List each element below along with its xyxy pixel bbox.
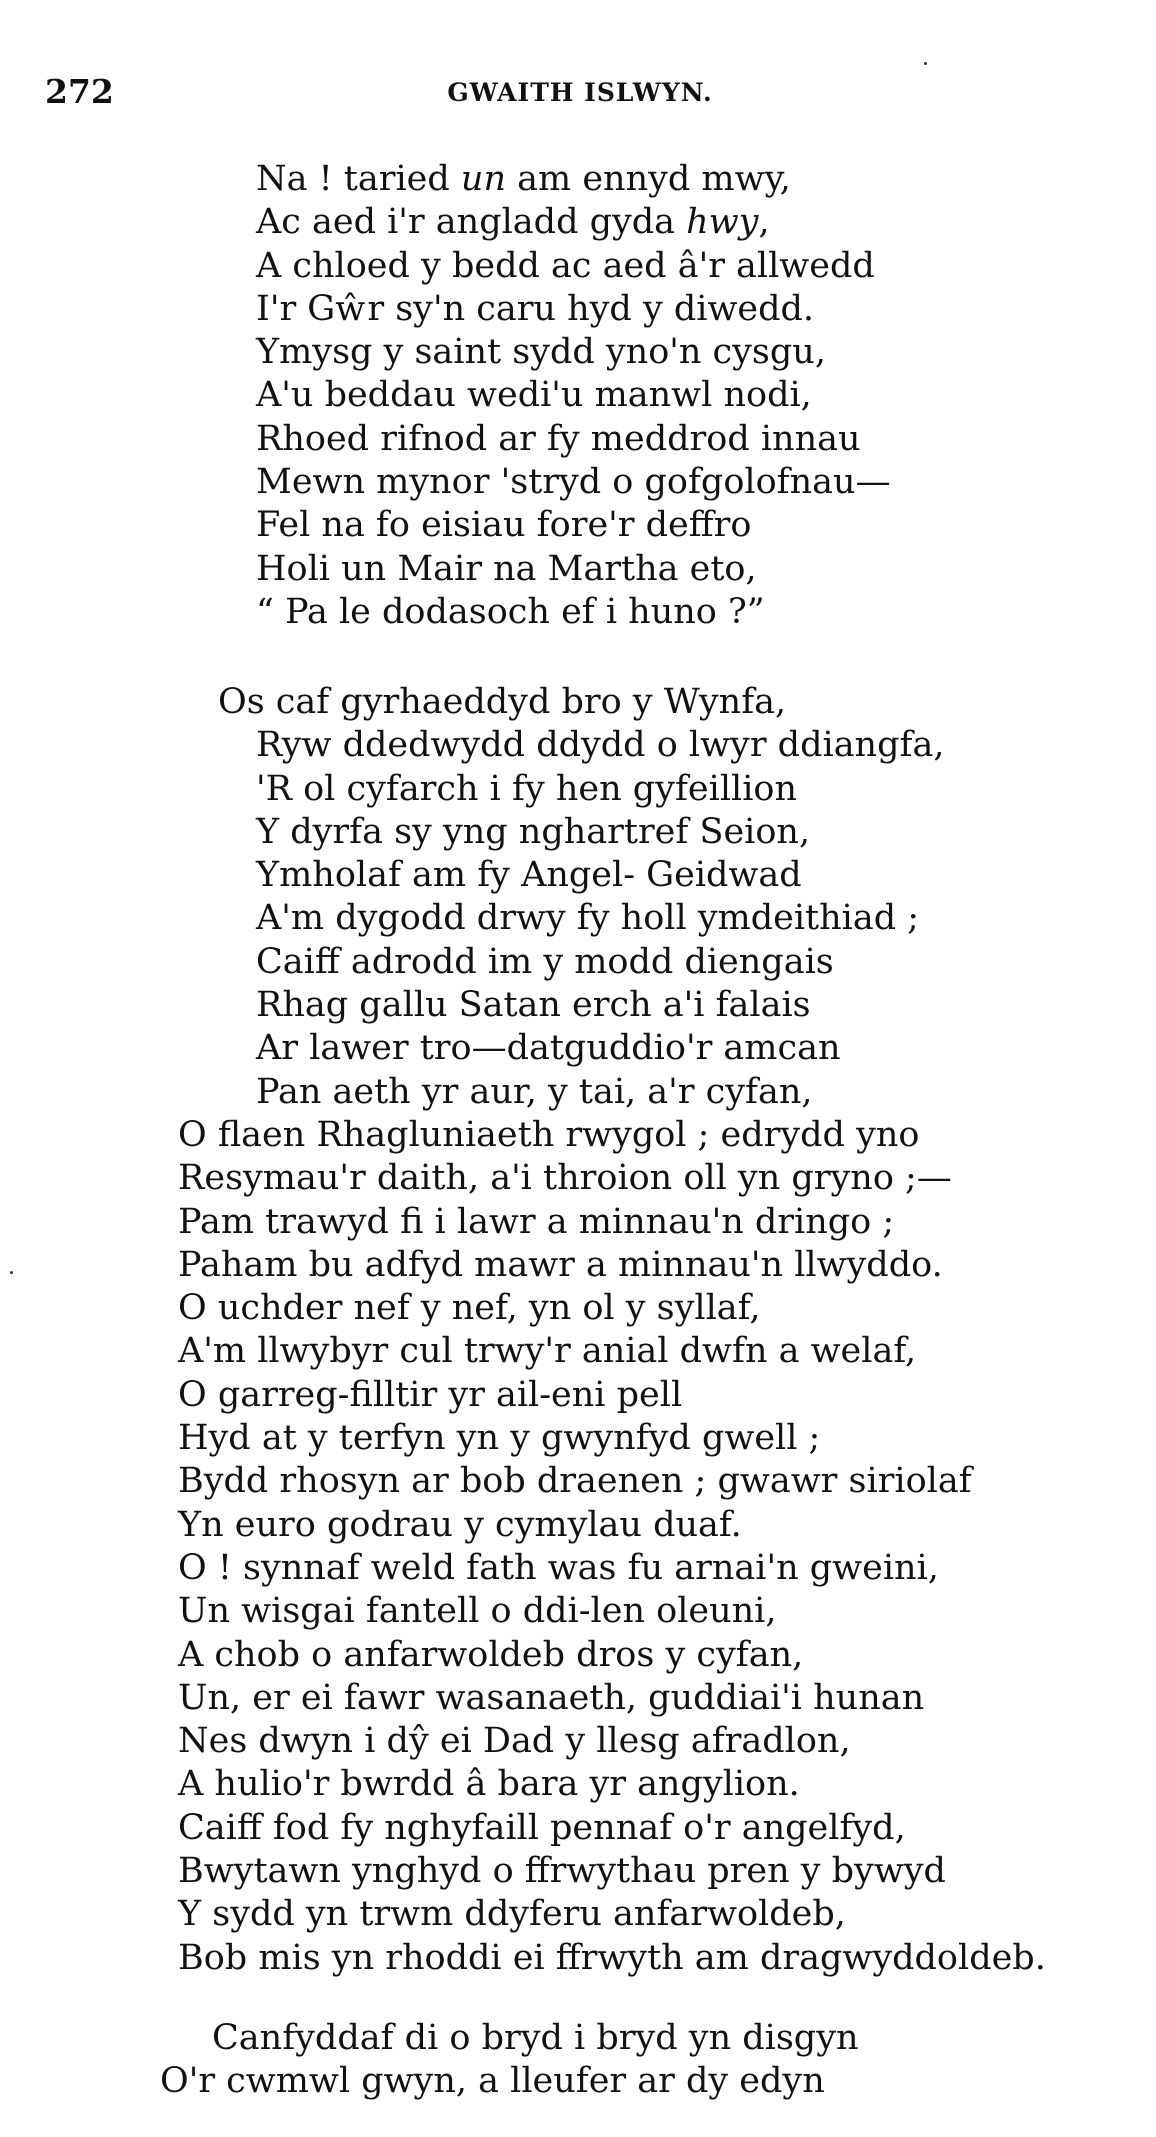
verse-line: Resymau'r daith, a'i throion oll yn gryno ;— (178, 1158, 952, 1199)
verse-line: Un, er ei fawr wasanaeth, guddiai'i hunan (178, 1677, 925, 1718)
verse-line: Ryw ddedwydd ddydd o lwyr ddiangfa, (256, 725, 945, 766)
verse-line: Y dyrfa sy yng nghartref Seion, (256, 811, 811, 852)
verse-line: A'm llwybyr cul trwy'r anial dwfn a welaf, (178, 1331, 917, 1372)
verse-line: Nes dwyn i dŷ ei Dad y llesg afradlon, (178, 1721, 851, 1762)
verse-line: Ymholaf am fy Angel- Geidwad (256, 855, 802, 896)
line-text: Na ! taried (256, 159, 461, 199)
verse-line: Pam trawyd fi i lawr a minnau'n dringo ; (178, 1201, 895, 1242)
verse-line: A chloed y bedd ac aed â'r allwedd (256, 245, 875, 286)
speck (924, 62, 927, 65)
emphasis-text: hwy (686, 202, 759, 243)
verse-line: Canfyddaf di o bryd i bryd yn disgyn (212, 2018, 859, 2058)
verse-line: Rhag gallu Satan erch a'i falais (256, 985, 811, 1026)
emphasis-text: un (460, 159, 507, 199)
stanza-2 (178, 681, 1046, 1980)
verse-line: Bwytawn ynghyd o ffrwythau pren y bywyd (178, 1851, 946, 1892)
verse-line: Mewn mynor 'stryd o gofgolofnau— (256, 462, 891, 503)
verse-line: O flaen Rhagluniaeth rwygol ; edrydd yno (178, 1114, 920, 1155)
verse-line: A hulio'r bwrdd â bara yr angylion. (178, 1764, 800, 1805)
page-number: 272 (45, 72, 114, 111)
verse-line: Ymysg y saint sydd yno'n cysgu, (256, 332, 826, 373)
verse-line (256, 201, 891, 244)
verse-line: O ! synnaf weld fath was fu arnai'n gweini, (178, 1547, 939, 1588)
stanza-1 (256, 158, 891, 634)
verse-line: Pan aeth yr aur, y tai, a'r cyfan, (256, 1071, 813, 1112)
verse-line: Os caf gyrhaeddyd bro y Wynfa, (218, 682, 787, 722)
speck (10, 1271, 13, 1274)
verse-line: Bydd rhosyn ar bob draenen ; gwawr siriolaf (178, 1461, 972, 1502)
verse-line: A'm dygodd drwy fy holl ymdeithiad ; (256, 898, 920, 939)
verse-line: 'R ol cyfarch i fy hen gyfeillion (256, 768, 798, 809)
verse-line: A'u beddau wedi'u manwl nodi, (256, 375, 812, 416)
verse-line: Rhoed rifnod ar fy meddrod innau (256, 418, 861, 459)
verse-line: O'r cwmwl gwyn, a lleufer ar dy edyn (160, 2061, 825, 2102)
verse-line: Un wisgai fantell o ddi-len oleuni, (178, 1591, 777, 1632)
verse-line: Holi un Mair na Martha eto, (256, 548, 757, 589)
verse-line: A chob o anfarwoldeb dros y cyfan, (178, 1634, 804, 1675)
verse-line: Caiff adrodd im y modd diengais (256, 941, 834, 982)
verse-line: “ Pa le dodasoch ef i huno ?” (256, 591, 765, 632)
verse-line (256, 158, 891, 201)
verse-line: Fel na fo eisiau fore'r deffro (256, 505, 752, 546)
verse-line: Yn euro godrau y cymylau duaf. (178, 1504, 742, 1545)
line-text: Ac aed i'r angladd gyda (256, 202, 687, 243)
verse-line: Bob mis yn rhoddi ei ffrwyth am dragwyddoldeb. (178, 1937, 1046, 1978)
running-title: GWAITH ISLWYN. (447, 78, 713, 107)
line-text: am ennyd mwy, (506, 159, 791, 199)
verse-line: Y sydd yn trwm ddyferu anfarwoldeb, (178, 1894, 846, 1935)
line-text: , (758, 202, 770, 243)
verse-line: Hyd at y terfyn yn y gwynfyd gwell ; (178, 1418, 821, 1459)
verse-line: I'r Gŵr sy'n caru hyd y diwedd. (256, 288, 815, 329)
verse-line: O garreg-filltir yr ail-eni pell (178, 1374, 683, 1415)
verse-line: O uchder nef y nef, yn ol y syllaf, (178, 1288, 761, 1329)
verse-line: Ar lawer tro—datguddio'r amcan (256, 1028, 841, 1069)
stanza-3 (160, 2017, 859, 2104)
verse-line: Caiff fod fy nghyfaill pennaf o'r angelfyd, (178, 1807, 906, 1848)
verse-line: Paham bu adfyd mawr a minnau'n llwyddo. (178, 1244, 943, 1285)
